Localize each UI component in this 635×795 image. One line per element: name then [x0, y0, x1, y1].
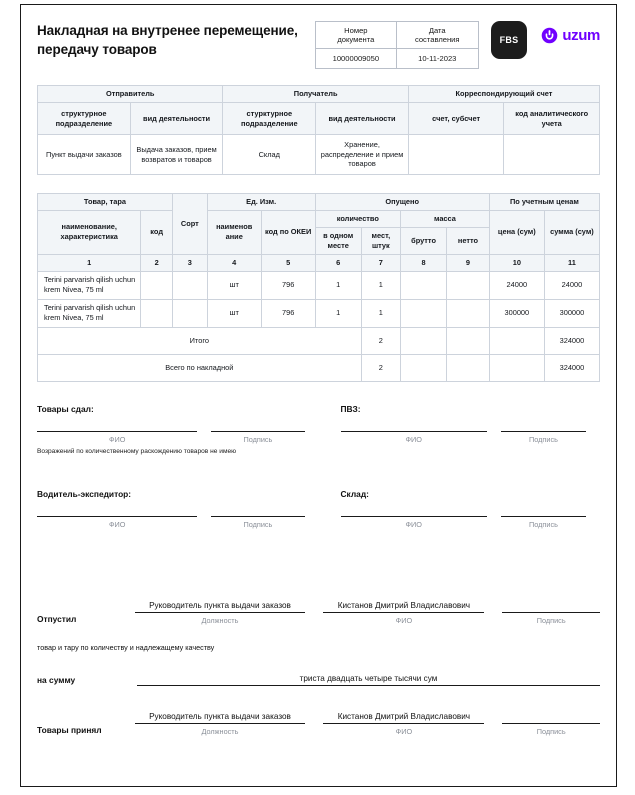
- signature-block-driver: [37, 489, 319, 529]
- subtotal-sum: 324000: [544, 327, 599, 354]
- uzum-wordmark: uzum: [562, 27, 600, 44]
- cell-in-one-place: 1: [315, 271, 361, 299]
- column-number-11: 11: [544, 254, 599, 271]
- sum-in-words-value: триста двадцать четыре тысячи сум: [137, 674, 600, 686]
- group-header-prices: По учетным ценам: [489, 194, 599, 211]
- fio-field[interactable]: [37, 516, 197, 529]
- subheader-receiver-unit: стурктурное подразделение: [223, 103, 316, 135]
- signature-field[interactable]: [211, 516, 304, 529]
- document-number-header: Номер документа: [315, 22, 396, 49]
- released-label: Отпустил: [37, 613, 77, 624]
- position-caption: Должность: [201, 615, 239, 625]
- signature-section-top: [37, 404, 600, 455]
- signature-line: [341, 431, 487, 432]
- cell-okei: 796: [261, 271, 315, 299]
- cell-unit-name: шт: [207, 271, 261, 299]
- subheader-sender-activity: вид деятельности: [130, 103, 223, 135]
- column-number-7: 7: [361, 254, 400, 271]
- signature-caption: Подпись: [243, 519, 273, 529]
- column-number-6: 6: [315, 254, 361, 271]
- accepted-signature-value: [502, 712, 600, 724]
- page-title: Накладная на внутренее перемещение, передачу товаров: [37, 23, 298, 58]
- fio-field[interactable]: [341, 431, 487, 444]
- group-header-unit: Ед. Изм.: [207, 194, 315, 211]
- header-okei-code: код по ОКЕИ: [261, 210, 315, 254]
- group-header-account: Корреспондирующий счет: [408, 86, 599, 103]
- signature-field[interactable]: [501, 431, 586, 444]
- grandtotal-label: Всего по накладной: [38, 354, 362, 381]
- signature-caption: Подпись: [529, 519, 558, 529]
- released-position-field[interactable]: [135, 601, 306, 625]
- group-header-sender: Отправитель: [38, 86, 223, 103]
- header-unit-name: наименов ание: [207, 210, 261, 254]
- released-signature-field[interactable]: [502, 601, 600, 625]
- column-number-10: 10: [489, 254, 544, 271]
- value-receiver-activity: Хранение, распределение и прием товаров: [316, 135, 409, 175]
- cell-product-name: Terini parvarish qilish uchun krem Nivea, 75 ml: [38, 299, 141, 327]
- column-number-3: 3: [172, 254, 207, 271]
- signature-line: [501, 516, 586, 517]
- table-row-subheaders-1: [38, 210, 600, 227]
- cell-product-code: [141, 271, 172, 299]
- header-sort: Сорт: [172, 194, 207, 255]
- cell-product-sort: [172, 271, 207, 299]
- fio-caption: ФИО: [108, 519, 126, 529]
- document-header: [37, 19, 600, 69]
- no-objections-note: Возражений по количественному раскождению товаров не имею: [37, 447, 237, 455]
- cell-price: 24000: [489, 271, 544, 299]
- subheader-receiver-activity: вид деятельности: [316, 103, 409, 135]
- position-caption: Должность: [201, 726, 239, 736]
- grandtotal-places-pieces: 2: [361, 354, 400, 381]
- value-account-subaccount: [408, 135, 504, 175]
- cell-in-one-place: 1: [315, 299, 361, 327]
- group-header-receiver: Получатель: [223, 86, 408, 103]
- released-signature-value: [502, 601, 600, 613]
- table-row-subtotal: [38, 327, 600, 354]
- fio-caption: ФИО: [395, 726, 413, 736]
- signature-field[interactable]: [211, 431, 304, 444]
- table-row: [315, 22, 478, 49]
- cell-net: [447, 299, 490, 327]
- spacer: [37, 455, 600, 467]
- signature-field[interactable]: [501, 516, 586, 529]
- accepted-row: [37, 712, 600, 736]
- signature-section-bottom: [37, 489, 600, 529]
- fio-field[interactable]: [341, 516, 487, 529]
- header-mass: масса: [401, 210, 490, 227]
- accepted-fio-field[interactable]: [323, 712, 484, 736]
- sum-field[interactable]: [137, 674, 600, 686]
- released-fio-value: Кистанов Дмитрий Владиславович: [323, 601, 484, 613]
- subtotal-net: [447, 327, 490, 354]
- subheader-analytics-code: код аналитического учета: [504, 103, 600, 135]
- table-row-grandtotal: [38, 354, 600, 381]
- signature-line: [211, 431, 304, 432]
- signature-caption: Подпись: [536, 726, 566, 736]
- header-quantity: количество: [315, 210, 400, 227]
- cell-net: [447, 271, 490, 299]
- header-net: нетто: [447, 227, 490, 254]
- column-number-2: 2: [141, 254, 172, 271]
- value-receiver-unit: Склад: [223, 135, 316, 175]
- sum-row: [37, 674, 600, 686]
- value-sender-unit: Пункт выдачи заказов: [38, 135, 131, 175]
- cell-places-pieces: 1: [361, 299, 400, 327]
- signature-title: ПВЗ:: [340, 403, 361, 414]
- signature-block-handed-over: [37, 404, 319, 455]
- cell-price: 300000: [489, 299, 544, 327]
- fio-caption: ФИО: [405, 434, 422, 444]
- table-row: [315, 49, 478, 69]
- value-analytics-code: [504, 135, 600, 175]
- signature-line: [341, 516, 487, 517]
- signature-block-pvz: [319, 404, 601, 455]
- document-number-value: 10000009050: [315, 49, 396, 69]
- cell-product-sort: [172, 299, 207, 327]
- table-row-subheaders: [38, 103, 600, 135]
- signature-line: [211, 516, 304, 517]
- subtotal-label: Итого: [38, 327, 362, 354]
- value-sender-activity: Выдача заказов, прием возвратов и товаров: [130, 135, 223, 175]
- document-page: [20, 4, 617, 787]
- table-row: [38, 299, 600, 327]
- cell-places-pieces: 1: [361, 271, 400, 299]
- grandtotal-price: [489, 354, 544, 381]
- cell-product-code: [141, 299, 172, 327]
- group-header-goods: Товар, тара: [38, 194, 173, 211]
- fio-caption: ФИО: [405, 519, 422, 529]
- signature-line: [37, 516, 197, 517]
- fio-caption: ФИО: [395, 615, 413, 625]
- spacer: [37, 529, 600, 589]
- release-row: [37, 601, 600, 625]
- signature-title: Склад:: [340, 488, 369, 499]
- column-number-9: 9: [447, 254, 490, 271]
- accepted-label: Товары принял: [37, 724, 102, 735]
- signature-fields: [37, 431, 319, 444]
- subtotal-places-pieces: 2: [361, 327, 400, 354]
- uzum-logo: [541, 27, 600, 44]
- cell-sum: 24000: [544, 271, 599, 299]
- signature-fields: [37, 516, 319, 529]
- column-number-8: 8: [401, 254, 447, 271]
- subtotal-gross: [401, 327, 447, 354]
- header-in-one-place: в одном месте: [315, 227, 361, 254]
- table-row-column-numbers: [38, 254, 600, 271]
- grandtotal-sum: 324000: [544, 354, 599, 381]
- released-fio-field[interactable]: [323, 601, 484, 625]
- quality-statement: товар и тару по количеству и надлежащему качеству: [37, 642, 215, 652]
- released-position-value: Руководитель пункта выдачи заказов: [135, 601, 306, 613]
- signature-fields: [341, 516, 601, 529]
- accepted-fio-value: Кистанов Дмитрий Владиславович: [323, 712, 484, 724]
- document-date-header: Дата составления: [396, 22, 478, 49]
- grandtotal-net: [447, 354, 490, 381]
- signature-block-warehouse: [319, 489, 601, 529]
- header-right-group: [315, 19, 600, 69]
- header-sum: сумма (сум): [544, 210, 599, 254]
- cell-gross: [401, 299, 447, 327]
- fbs-badge: FBS: [491, 21, 528, 59]
- fio-field[interactable]: [37, 431, 197, 444]
- column-number-1: 1: [38, 254, 141, 271]
- subheader-account-subaccount: счет, субсчет: [408, 103, 504, 135]
- column-number-5: 5: [261, 254, 315, 271]
- parties-table: [37, 85, 600, 175]
- cell-okei: 796: [261, 299, 315, 327]
- accepted-position-value: Руководитель пункта выдачи заказов: [135, 712, 306, 724]
- subtotal-price: [489, 327, 544, 354]
- cell-sum: 300000: [544, 299, 599, 327]
- cell-gross: [401, 271, 447, 299]
- signature-title: Водитель-экспедитор:: [37, 488, 132, 499]
- subheader-sender-unit: структурное подразделение: [38, 103, 131, 135]
- goods-table: [37, 193, 600, 382]
- accepted-position-field[interactable]: [135, 712, 306, 736]
- group-header-released: Опущено: [315, 194, 489, 211]
- table-row-group-headers: [38, 86, 600, 103]
- signature-line: [501, 431, 586, 432]
- signature-caption: Подпись: [243, 434, 273, 444]
- signature-line: [37, 431, 197, 432]
- table-row-group-headers: [38, 194, 600, 211]
- header-name-characteristic: наименование, характеристика: [38, 210, 141, 254]
- document-meta-table: [315, 21, 479, 69]
- signature-caption: Подпись: [536, 615, 566, 625]
- table-row: [38, 135, 600, 175]
- column-number-4: 4: [207, 254, 261, 271]
- signature-fields: [341, 431, 601, 444]
- header-price: цена (сум): [489, 210, 544, 254]
- fio-caption: ФИО: [108, 434, 126, 444]
- header-code: код: [141, 210, 172, 254]
- sum-label: на сумму: [37, 674, 76, 685]
- signature-title: Товары сдал:: [37, 403, 94, 414]
- grandtotal-gross: [401, 354, 447, 381]
- header-gross: брутто: [401, 227, 447, 254]
- cell-unit-name: шт: [207, 299, 261, 327]
- signature-caption: Подпись: [529, 434, 558, 444]
- document-date-value: 10-11-2023: [396, 49, 478, 69]
- header-places-pieces: мест, штук: [361, 227, 400, 254]
- uzum-mark-icon: [541, 27, 558, 44]
- cell-product-name: Terini parvarish qilish uchun krem Nivea, 75 ml: [38, 271, 141, 299]
- release-block: [37, 601, 600, 736]
- accepted-signature-field[interactable]: [502, 712, 600, 736]
- table-row: [38, 271, 600, 299]
